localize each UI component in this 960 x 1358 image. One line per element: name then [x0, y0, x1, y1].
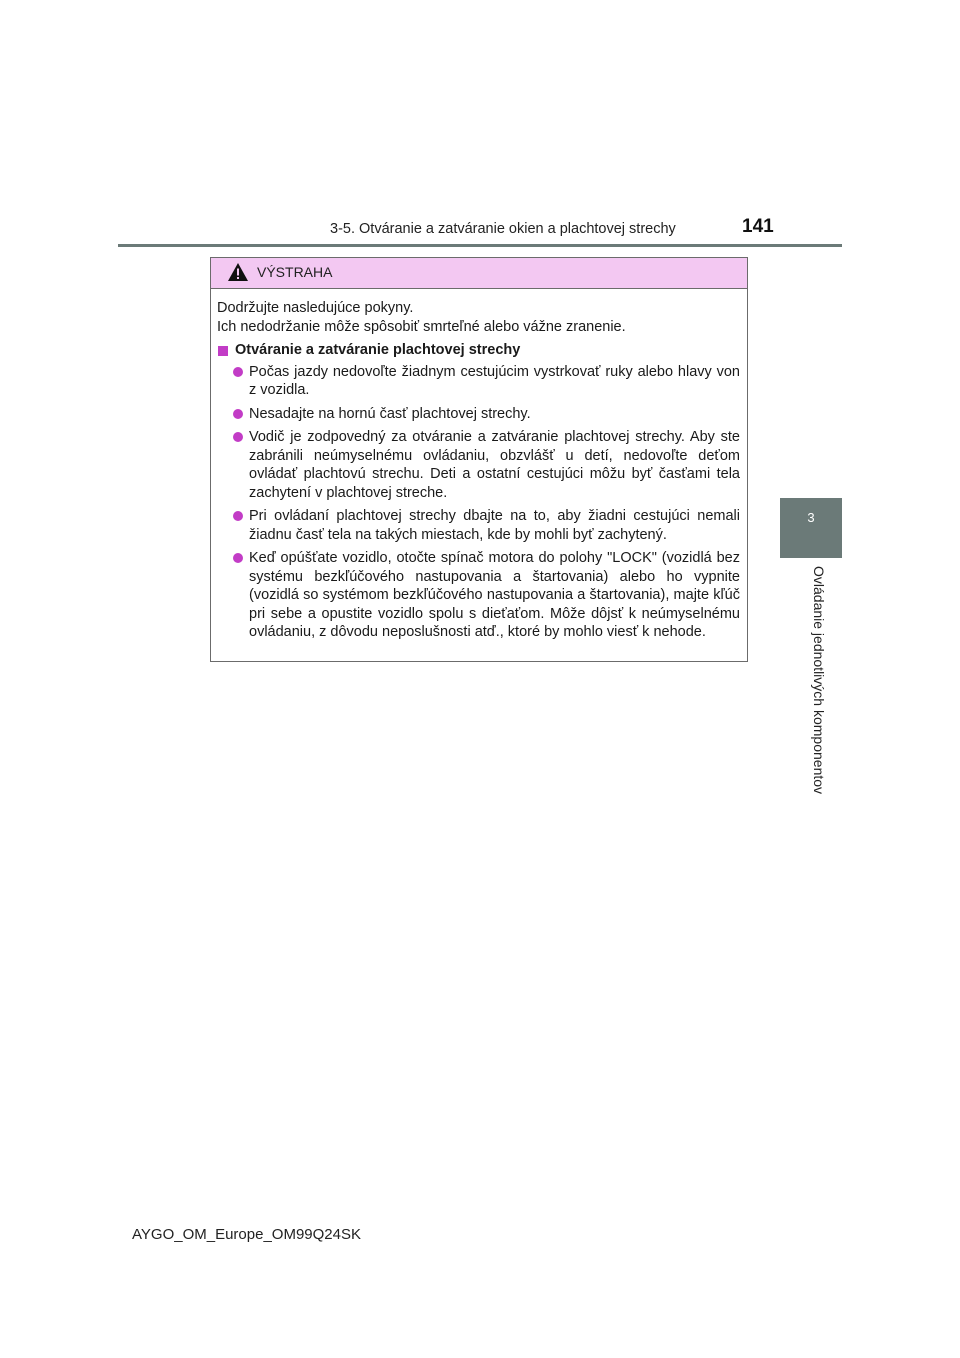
- list-item: [217, 363, 740, 400]
- warning-list: [217, 363, 740, 642]
- dot-bullet-icon: [233, 432, 243, 442]
- dot-bullet-icon: [233, 367, 243, 377]
- chapter-tab-number: 3: [807, 510, 815, 525]
- warning-body: [211, 289, 747, 642]
- list-item-text: Vodič je zodpovedný za otváranie a zatváranie plachtovej strechy. Aby ste zabránili neúmyselnému ovládaniu, obzvlášť u detí, nedovoľte deťom ovládať plachtovú strechu. Deti a ostatní cestujúci môžu byť časťami tela zachytení v plachtovej streche.: [249, 429, 740, 501]
- square-bullet-icon: [218, 346, 228, 356]
- list-item-text: Nesadajte na hornú časť plachtovej strechy.: [249, 405, 531, 422]
- dot-bullet-icon: [233, 409, 243, 419]
- dot-bullet-icon: [233, 511, 243, 521]
- header-section-title: 3-5. Otváranie a zatváranie okien a plachtovej strechy: [330, 221, 676, 237]
- header-rule: [118, 244, 842, 247]
- warning-triangle-icon: [227, 262, 249, 282]
- section-heading-text: Otváranie a zatváranie plachtovej strechy: [235, 342, 521, 358]
- section-heading: [217, 341, 740, 360]
- warning-label: VÝSTRAHA: [257, 264, 333, 280]
- chapter-tab: [780, 498, 842, 558]
- list-item-text: Keď opúšťate vozidlo, otočte spínač motora do polohy "LOCK" (vozidlá bez systému bezkľúčového nastupovania a štartovania) alebo ho vypnite (vozidlá so systémom bezkľúčového nastupovania a štartovania), majte kľúč pri sebe a opustite vozidlo spolu s dieťaťom. Môže dôjsť k neúmyselnému ovládaniu, z dôvodu neposlušnosti atď., ktoré by mohlo viesť k nehode.: [249, 550, 740, 640]
- dot-bullet-icon: [233, 553, 243, 563]
- list-item: [217, 549, 740, 642]
- intro-line: Ich nedodržanie môže spôsobiť smrteľné alebo vážne zranenie.: [217, 318, 626, 335]
- footer-doc-id: AYGO_OM_Europe_OM99Q24SK: [132, 1226, 361, 1243]
- list-item: [217, 428, 740, 502]
- list-item-text: Pri ovládaní plachtovej strechy dbajte na to, aby žiadni cestujúci nemali žiadnu časť tela na takých miestach, kde by mohli byť zachytený.: [249, 508, 740, 543]
- list-item-text: Počas jazdy nedovoľte žiadnym cestujúcim vystrkovať ruky alebo hlavy von z vozidla.: [249, 363, 740, 398]
- warning-intro: [217, 299, 740, 336]
- warning-box: [210, 257, 748, 662]
- list-item: [217, 507, 740, 544]
- page-number: 141: [742, 216, 774, 237]
- chapter-label: Ovládanie jednotlivých komponentov: [811, 566, 827, 795]
- warning-header: [211, 258, 747, 289]
- list-item: [217, 405, 740, 424]
- intro-line: Dodržujte nasledujúce pokyny.: [217, 300, 414, 316]
